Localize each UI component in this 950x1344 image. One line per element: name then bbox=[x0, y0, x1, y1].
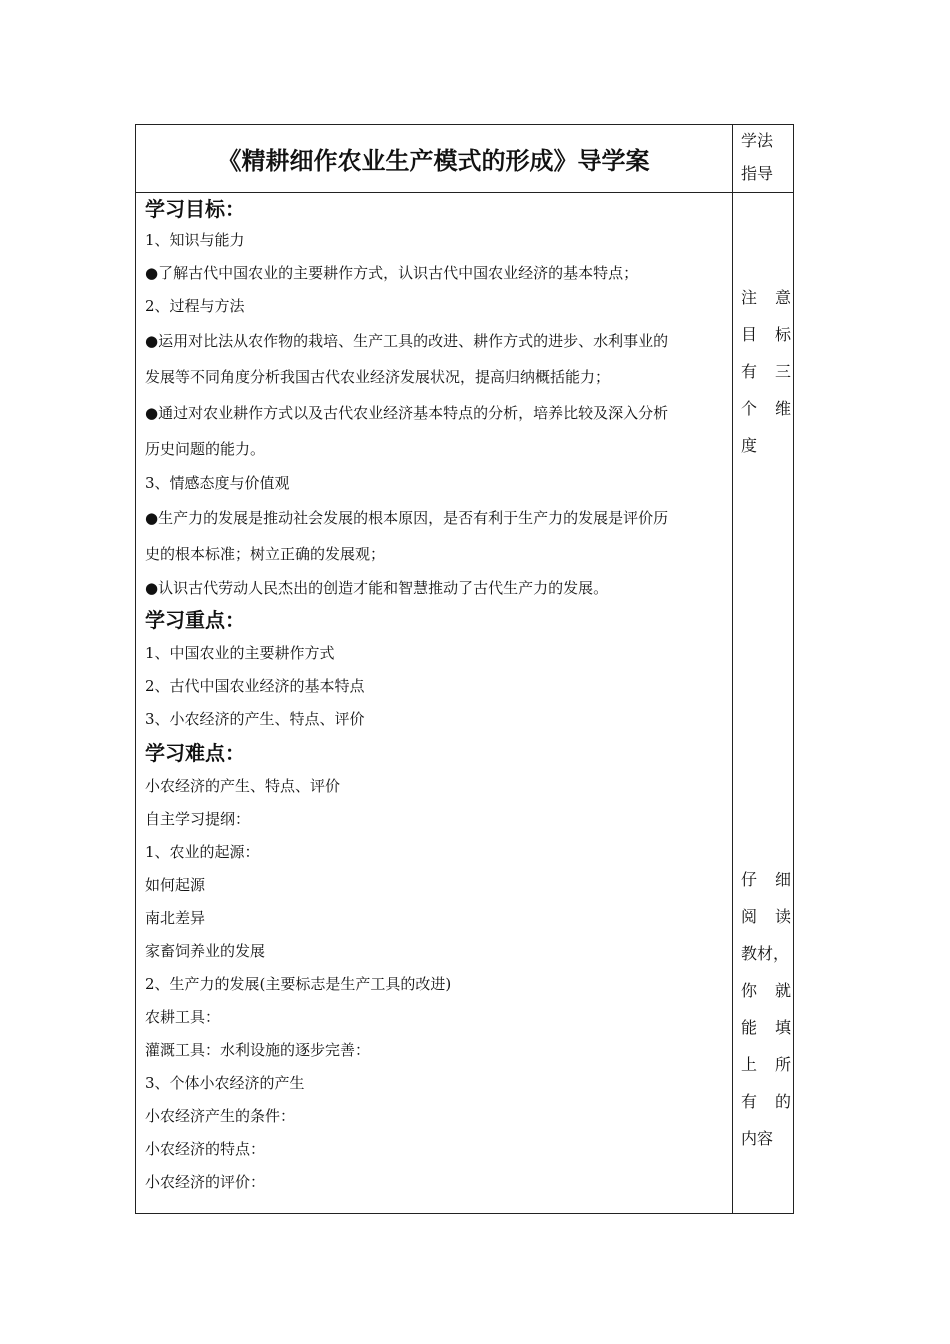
column-divider bbox=[732, 124, 733, 1214]
guide-header-line: 学法 bbox=[741, 131, 774, 150]
note-row bbox=[741, 1120, 791, 1157]
note-char: 注 bbox=[741, 288, 758, 307]
note-char: 能 bbox=[741, 1018, 758, 1037]
text-line: 小农经济的特点： bbox=[145, 1140, 266, 1158]
guide-header-line: 指导 bbox=[741, 164, 774, 183]
text-line: 3、个体小农经济的产生 bbox=[145, 1074, 305, 1092]
note-row bbox=[741, 279, 791, 316]
note-char: 目 bbox=[741, 325, 758, 344]
section-heading-objectives: 学习目标： bbox=[145, 197, 245, 221]
text-line: ●通过对农业耕作方式以及古代农业经济基本特点的分析，培养比较及深入分析 bbox=[145, 404, 669, 422]
note-char: 维 bbox=[774, 399, 791, 418]
header-divider bbox=[135, 192, 794, 193]
text-line: ●运用对比法从农作物的栽培、生产工具的改进、耕作方式的进步、水利事业的 bbox=[145, 332, 669, 350]
note-char: 意 bbox=[774, 288, 791, 307]
text-line: 2、古代中国农业经济的基本特点 bbox=[145, 677, 365, 695]
section-heading-difficulties: 学习难点： bbox=[145, 741, 245, 765]
note-row bbox=[741, 1009, 791, 1046]
text-line: 2、过程与方法 bbox=[145, 297, 245, 315]
text-line: 3、小农经济的产生、特点、评价 bbox=[145, 710, 365, 728]
note-char: 有 bbox=[741, 362, 758, 381]
text-line: 小农经济的评价： bbox=[145, 1173, 266, 1191]
text-line: 1、中国农业的主要耕作方式 bbox=[145, 644, 335, 662]
note-row bbox=[741, 1046, 791, 1083]
text-line: 自主学习提纲： bbox=[145, 810, 251, 828]
text-line: 1、农业的起源： bbox=[145, 843, 260, 861]
note-char: 你 bbox=[741, 981, 758, 1000]
note-row bbox=[741, 390, 791, 427]
guide-note-reading bbox=[741, 861, 791, 1157]
note-char: 内容 bbox=[741, 1129, 774, 1148]
note-row bbox=[741, 427, 791, 464]
note-row bbox=[741, 898, 791, 935]
note-char: 所 bbox=[774, 1055, 791, 1074]
note-char: 阅 bbox=[741, 907, 758, 926]
note-char: 读 bbox=[774, 907, 791, 926]
note-char: 上 bbox=[741, 1055, 758, 1074]
note-row bbox=[741, 1083, 791, 1120]
text-line: 史的根本标准；树立正确的发展观； bbox=[145, 545, 386, 563]
text-line: 如何起源 bbox=[145, 876, 206, 894]
note-row bbox=[741, 935, 791, 972]
section-heading-key-points: 学习重点： bbox=[145, 608, 245, 632]
text-line: 2、生产力的发展(主要标志是生产工具的改进) bbox=[145, 975, 452, 993]
text-line: 农耕工具： bbox=[145, 1008, 221, 1026]
note-char: 度 bbox=[741, 436, 758, 455]
guide-column-header bbox=[741, 124, 789, 190]
note-char: 个 bbox=[741, 399, 758, 418]
note-char: 细 bbox=[774, 870, 791, 889]
text-line: 灌溉工具：水利设施的逐步完善： bbox=[145, 1041, 371, 1059]
note-row bbox=[741, 316, 791, 353]
text-line: 小农经济的产生、特点、评价 bbox=[145, 777, 341, 795]
note-row bbox=[741, 972, 791, 1009]
text-line: 1、知识与能力 bbox=[145, 231, 245, 249]
text-line: ●了解古代中国农业的主要耕作方式，认识古代中国农业经济的基本特点； bbox=[145, 264, 639, 282]
text-line: 南北差异 bbox=[145, 909, 206, 927]
text-line: ●认识古代劳动人民杰出的创造才能和智慧推动了古代生产力的发展。 bbox=[145, 579, 609, 597]
note-char: 标 bbox=[774, 325, 791, 344]
note-char: 的 bbox=[774, 1092, 791, 1111]
text-line: 3、情感态度与价值观 bbox=[145, 474, 290, 492]
note-char: 教材， bbox=[741, 944, 790, 963]
note-char: 仔 bbox=[741, 870, 758, 889]
guide-note-objectives bbox=[741, 279, 791, 464]
note-row bbox=[741, 353, 791, 390]
text-line: 发展等不同角度分析我国古代农业经济发展状况，提高归纳概括能力； bbox=[145, 368, 611, 386]
note-row bbox=[741, 861, 791, 898]
text-line: 历史问题的能力。 bbox=[145, 440, 266, 458]
text-line: 小农经济产生的条件： bbox=[145, 1107, 296, 1125]
note-char: 就 bbox=[774, 981, 791, 1000]
text-line: ●生产力的发展是推动社会发展的根本原因，是否有利于生产力的发展是评价历 bbox=[145, 509, 669, 527]
note-char: 三 bbox=[774, 362, 791, 381]
page-title: 《精耕细作农业生产模式的形成》导学案 bbox=[217, 146, 650, 175]
worksheet-content bbox=[145, 194, 728, 1199]
note-char: 有 bbox=[741, 1092, 758, 1111]
text-line: 家畜饲养业的发展 bbox=[145, 942, 266, 960]
note-char: 填 bbox=[774, 1018, 791, 1037]
